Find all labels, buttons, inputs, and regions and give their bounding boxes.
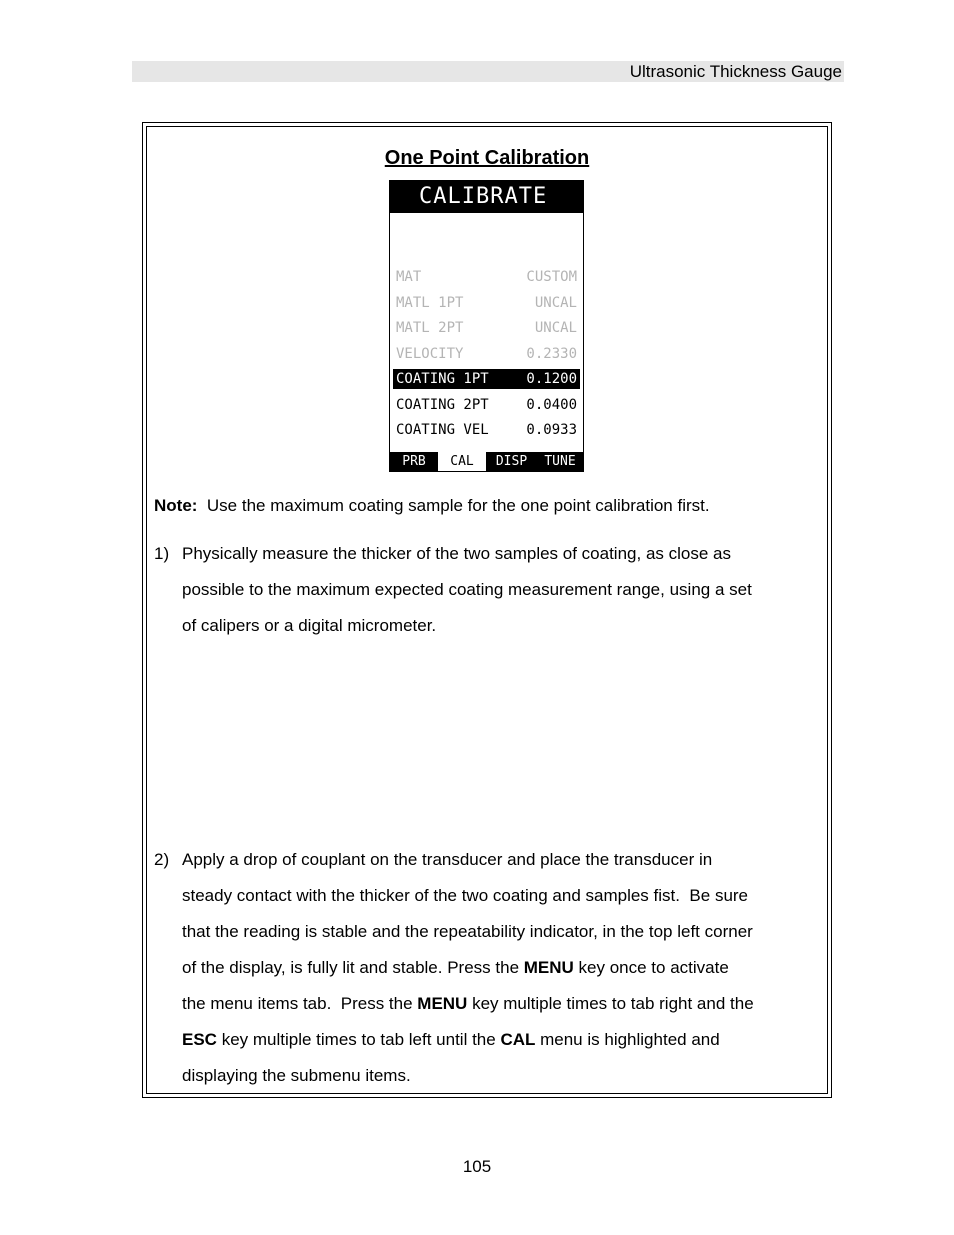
step-text-segment: Physically measure the thicker of the two samples of coating, as close as bbox=[182, 544, 731, 563]
step-text-segment: displaying the submenu items. bbox=[182, 1066, 411, 1085]
note bbox=[154, 496, 710, 516]
lcd-display bbox=[389, 180, 584, 472]
running-header bbox=[132, 61, 844, 82]
lcd-item-label: MAT bbox=[396, 269, 422, 285]
lcd-title: CALIBRATE bbox=[390, 181, 583, 213]
lcd-item-value: UNCAL bbox=[534, 294, 577, 311]
key-name: ESC bbox=[182, 1030, 217, 1049]
step-number: 1) bbox=[154, 544, 170, 563]
lcd-item-label: COATING 1PT bbox=[396, 371, 489, 387]
lcd-item-value: 0.1200 bbox=[526, 371, 577, 387]
key-name: MENU bbox=[417, 994, 468, 1013]
step-line bbox=[182, 878, 822, 914]
lcd-menu-item bbox=[393, 344, 580, 364]
step-number: 2) bbox=[154, 850, 170, 869]
lcd-item-label: MATL 1PT bbox=[396, 294, 464, 311]
step-text-segment: possible to the maximum expected coating measurement range, using a set bbox=[182, 580, 752, 599]
content-frame bbox=[142, 122, 832, 1098]
lcd-tab-cal: CAL bbox=[438, 452, 486, 471]
lcd-tab-prb: PRB bbox=[402, 454, 426, 469]
lcd-item-value: CUSTOM bbox=[526, 269, 577, 285]
step-text-segment: steady contact with the thicker of the two coating and samples fist. Be sure bbox=[182, 886, 749, 905]
lcd-menu-item bbox=[393, 395, 580, 415]
lcd-tab-disp: DISP bbox=[495, 454, 528, 469]
section-title: One Point Calibration bbox=[384, 147, 590, 169]
lcd-item-value: 0.2330 bbox=[526, 345, 577, 362]
lcd-item-label: MATL 2PT bbox=[396, 320, 464, 336]
step-line bbox=[182, 986, 822, 1022]
step-line bbox=[182, 914, 822, 950]
step-text bbox=[182, 842, 822, 1094]
step-line bbox=[182, 1022, 822, 1058]
lcd-menu-item bbox=[393, 267, 580, 287]
note-label: Note: bbox=[154, 496, 198, 515]
lcd-item-value: 0.0933 bbox=[526, 422, 577, 438]
page-number: 105 bbox=[462, 1157, 492, 1176]
step-line bbox=[182, 1058, 822, 1094]
header-title: Ultrasonic Thickness Gauge bbox=[629, 62, 842, 81]
step-text-segment: key multiple times to tab left until the bbox=[216, 1030, 501, 1049]
step-text-segment: of the display, is fully lit and stable. Press the bbox=[182, 958, 524, 977]
step-text-segment: Apply a drop of couplant on the transducer and place the transducer in bbox=[182, 850, 713, 869]
lcd-item-value: UNCAL bbox=[534, 320, 577, 336]
lcd-tab-tune: TUNE bbox=[544, 454, 576, 469]
key-name: CAL bbox=[500, 1030, 536, 1049]
lcd-item-value: 0.0400 bbox=[526, 396, 577, 413]
lcd-menu-item bbox=[393, 369, 580, 389]
lcd-menu-item bbox=[393, 318, 580, 338]
lcd-item-label: VELOCITY bbox=[396, 345, 464, 362]
step-text-segment: that the reading is stable and the repeatability indicator, in the top left corner bbox=[182, 922, 753, 941]
step-text-segment: key multiple times to tab right and the bbox=[467, 994, 754, 1013]
step-text-segment: key once to activate bbox=[573, 958, 729, 977]
step-line bbox=[182, 950, 822, 986]
lcd-item-label: COATING VEL bbox=[396, 422, 489, 438]
step-line bbox=[182, 572, 822, 608]
lcd-item-label: COATING 2PT bbox=[396, 396, 489, 413]
step-text-segment: of calipers or a digital micrometer. bbox=[182, 616, 437, 635]
step-line bbox=[182, 608, 822, 644]
key-name: MENU bbox=[523, 958, 574, 977]
lcd-menu-item bbox=[393, 293, 580, 313]
step-text bbox=[182, 536, 822, 644]
step-text-segment: menu is highlighted and bbox=[535, 1030, 720, 1049]
step-line bbox=[182, 842, 822, 878]
lcd-menu-item bbox=[393, 420, 580, 440]
step-text-segment: the menu items tab. Press the bbox=[182, 994, 418, 1013]
note-text: Use the maximum coating sample for the one point calibration first. bbox=[206, 496, 710, 515]
lcd-tab-bar bbox=[390, 452, 583, 471]
step-line bbox=[182, 536, 822, 572]
